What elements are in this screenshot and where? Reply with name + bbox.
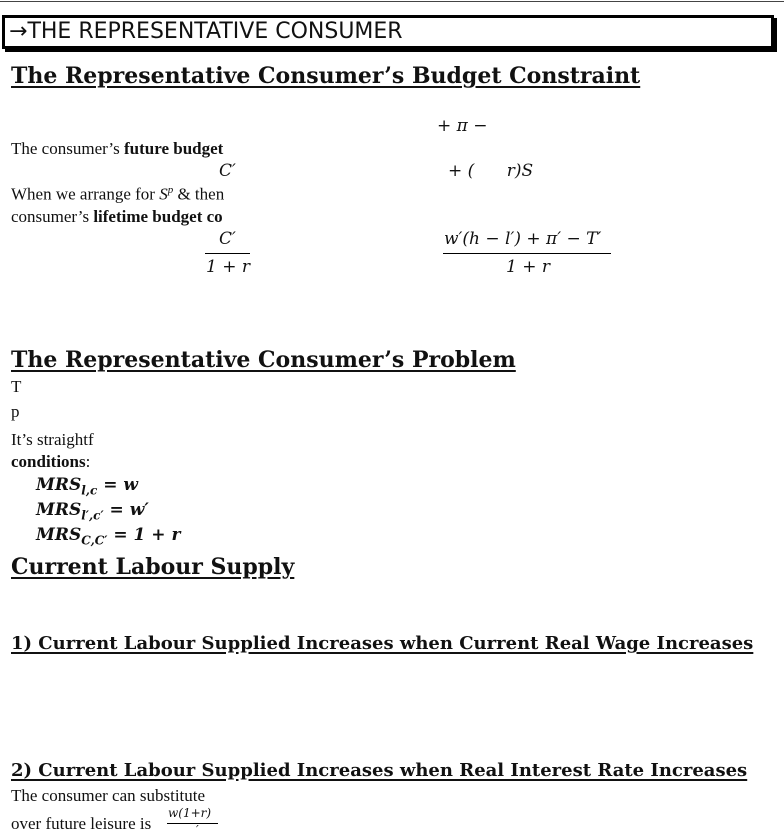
substitute-line: The consumer can substitute: [11, 786, 206, 805]
mrs-condition-2: $MRS_{l',c'} = w'$: [36, 500, 149, 523]
future-budget-line: The consumer’s future budget: [11, 139, 224, 158]
fraction1-bar: [205, 253, 250, 254]
small-fraction-denominator: ′: [196, 823, 199, 837]
fraction1-numerator: C′: [219, 229, 236, 249]
small-fraction-numerator: w(1+r): [168, 806, 212, 820]
section-banner: [2, 15, 774, 49]
consumer-problem-heading: The Representative Consumer’s Problem: [11, 347, 516, 373]
labour-interest-subheading: 2) Current Labour Supplied Increases when Real Interest Rate Increases: [11, 760, 748, 781]
fraction1-denominator: 1 + r: [206, 257, 250, 277]
fraction2-denominator: 1 + r: [506, 257, 550, 277]
equation-top-right: + π −: [437, 116, 488, 136]
equation-mid-right: + ( r)S: [448, 161, 534, 181]
arrange-line: When we arrange for $S^p$ & then: [11, 184, 225, 204]
text-line-t: T: [11, 377, 22, 396]
small-fraction-bar: [167, 823, 218, 824]
straightforward-line: It’s straightf: [11, 430, 94, 449]
budget-constraint-heading: The Representative Consumer’s Budget Constraint: [11, 63, 641, 89]
mrs-condition-1: $MRS_{l,c} = w$: [36, 475, 138, 498]
fraction2-numerator: w′(h − l′) + π′ − T′: [444, 229, 602, 249]
lifetime-budget-line: consumer’s lifetime budget co: [11, 207, 223, 226]
banner-title: THE REPRESENTATIVE CONSUMER: [27, 19, 403, 44]
arrow-icon: →: [9, 19, 28, 44]
current-labour-supply-heading: Current Labour Supply: [11, 554, 295, 580]
fraction2-bar: [443, 253, 611, 254]
conditions-line: conditions:: [11, 452, 91, 471]
mrs-condition-3: $MRS_{C,C'} = 1 + r$: [36, 525, 181, 548]
text-line-p: p: [11, 402, 20, 421]
top-rule: [0, 1, 784, 2]
labour-wage-subheading: 1) Current Labour Supplied Increases when Current Real Wage Increases: [11, 633, 754, 654]
equation-c-prime: C′: [219, 161, 236, 181]
future-leisure-line: over future leisure is: [11, 814, 152, 833]
